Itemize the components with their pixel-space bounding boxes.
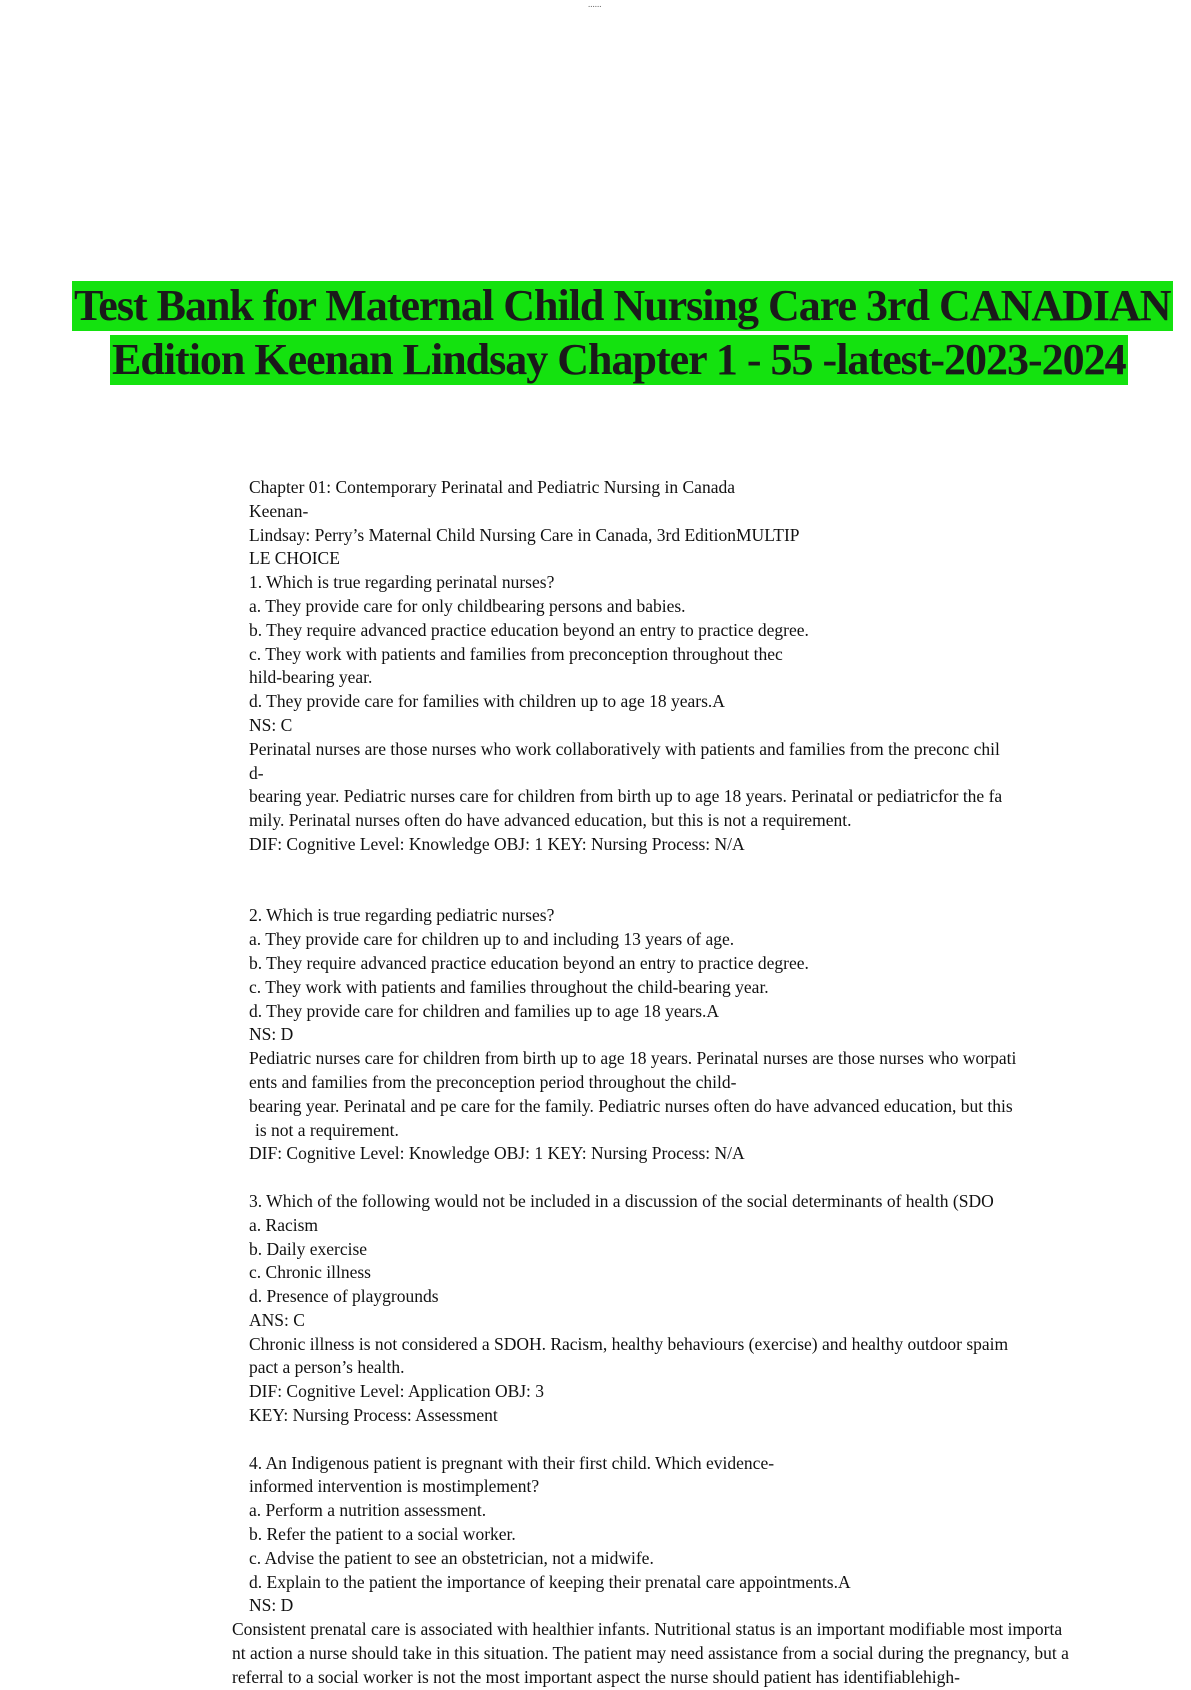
author-line-2: Lindsay: Perry’s Maternal Child Nursing Care in Canada, 3rd EditionMULTIP [249,524,800,545]
option-c: c. Advise the patient to see an obstetrician, not a midwife. [249,1547,654,1568]
option-a: a. Racism [249,1214,319,1235]
question-stem-continued: informed intervention is mostimplement? [249,1476,540,1497]
rationale-line: Perinatal nurses are those nurses who work collaboratively with patients and families from the preconc chil [249,738,1000,759]
rationale-line: d- [249,762,264,783]
rationale-line: mily. Perinatal nurses often do have advanced education, but this is not a requirement. [249,810,852,831]
answer: NS: D [249,1024,294,1045]
difficulty-line: DIF: Cognitive Level: Knowledge OBJ: 1 KEY: Nursing Process: N/A [249,1143,745,1164]
author-line-1: Keenan- [249,500,309,521]
option-d: d. They provide care for families with children up to age 18 years.A [249,691,725,712]
answer: NS: C [249,714,293,735]
option-b: b. Daily exercise [249,1238,368,1259]
question-4 [0,1452,1191,1690]
option-b: b. They require advanced practice education beyond an entry to practice degree. [249,619,809,640]
difficulty-line: DIF: Cognitive Level: Application OBJ: 3 [249,1381,545,1402]
option-d: d. Explain to the patient the importance of keeping their prenatal care appointments.A [249,1571,851,1592]
rationale-line: bearing year. Pediatric nurses care for children from birth up to age 18 years. Perinatal or pediatricfor the fa [249,786,1003,807]
option-a: a. Perform a nutrition assessment. [249,1500,487,1521]
question-stem: 1. Which is true regarding perinatal nurses? [249,572,555,593]
option-d: d. They provide care for children and families up to age 18 years.A [249,1000,720,1021]
option-b: b. Refer the patient to a social worker. [249,1524,516,1545]
question-stem: 4. An Indigenous patient is pregnant with their first child. Which evidence- [249,1452,775,1473]
question-3 [0,1190,1191,1428]
option-a: a. They provide care for children up to and including 13 years of age. [249,929,735,950]
rationale-line: is not a requirement. [255,1119,399,1140]
document-body [0,476,1191,1690]
rationale-line: bearing year. Perinatal and pe care for the family. Pediatric nurses often do have advanced education, but this [249,1095,1013,1116]
document-title [0,281,1191,389]
rationale-line: Chronic illness is not considered a SDOH. Racism, healthy behaviours (exercise) and healthy outdoor spaim [249,1333,1009,1354]
option-d: d. Presence of playgrounds [249,1286,439,1307]
key-line: KEY: Nursing Process: Assessment [249,1405,498,1426]
title-line-2: Edition Keenan Lindsay Chapter 1 - 55 -latest-2023-2024 [112,335,1126,384]
title-line-1: Test Bank for Maternal Child Nursing Care 3rd CANADIAN [74,281,1171,330]
answer: NS: D [249,1595,294,1616]
rationale-line: ents and families from the preconception period throughout the child- [249,1071,737,1092]
option-c: c. They work with patients and families from preconception throughout thec [249,643,783,664]
rationale-line: nt action a nurse should take in this situation. The patient may need assistance from a social during the pregnancy, but a [232,1643,1069,1664]
rationale-line: Consistent prenatal care is associated with healthier infants. Nutritional status is an important modifiable most importa [232,1619,1063,1640]
question-stem: 2. Which is true regarding pediatric nurses? [249,905,555,926]
rationale-line: referral to a social worker is not the most important aspect the nurse should patient has identifiablehigh- [232,1666,960,1687]
chapter-heading: Chapter 01: Contemporary Perinatal and Pediatric Nursing in Canada [249,477,735,497]
option-c: c. Chronic illness [249,1262,371,1283]
rationale-line: pact a person’s health. [249,1357,405,1378]
option-c-continued: hild-bearing year. [249,667,373,688]
option-c: c. They work with patients and families throughout the child-bearing year. [249,976,769,997]
rationale-line: Pediatric nurses care for children from birth up to age 18 years. Perinatal nurses are those nurses who worpati [249,1048,1017,1069]
section-heading: LE CHOICE [249,548,340,569]
question-2 [0,904,1191,1166]
question-1 [0,571,1191,857]
option-b: b. They require advanced practice education beyond an entry to practice degree. [249,952,809,973]
option-a: a. They provide care for only childbearing persons and babies. [249,595,686,616]
question-stem: 3. Which of the following would not be included in a discussion of the social determinants of health (SDO [249,1190,994,1211]
answer: ANS: C [249,1309,305,1330]
difficulty-line: DIF: Cognitive Level: Knowledge OBJ: 1 KEY: Nursing Process: N/A [249,833,745,854]
header-mark: ...... [588,0,602,9]
